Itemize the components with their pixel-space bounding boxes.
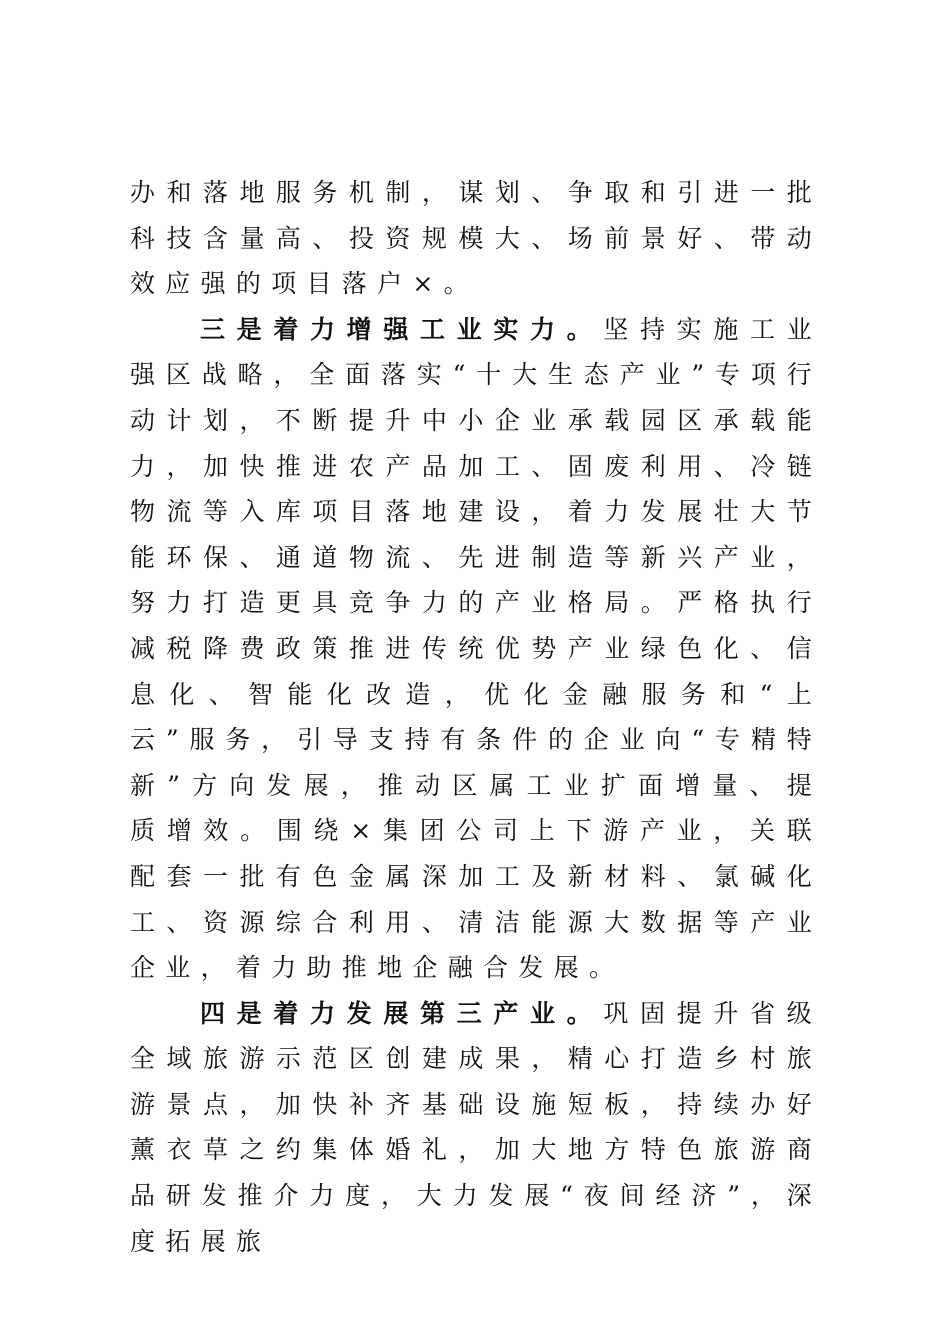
document-body — [130, 170, 822, 1264]
paragraph-continuation — [130, 170, 822, 307]
paragraph-text: 办和落地服务机制，谋划、争取和引进一批科技含量高、投资规模大、场前景好、带动效应强的项目落户×。 — [130, 178, 822, 299]
paragraph-tertiary — [130, 991, 822, 1265]
paragraph-text: 坚持实施工业强区战略，全面落实“十大生态产业”专项行动计划，不断提升中小企业承载园区承载能力，加快推进农产品加工、固废利用、冷链物流等入库项目落地建设，着力发展壮大节能环保、通道物流、先进制造等新兴产业，努力打造更具竞争力的产业格局。严格执行减税降费政策推进传统优势产业绿色化、信息化、智能化改造，优化金融服务和“上云”服务，引导支持有条件的企业向“专精特新”方向发展，推动区属工业扩面增量、提质增效。围绕×集团公司上下游产业，关联配套一批有色金属深加工及新材料、氯碱化工、资源综合利用、清洁能源大数据等产业企业，着力助推地企融合发展。 — [130, 314, 822, 983]
paragraph-lead-heading: 四是着力发展第三产业。 — [200, 998, 604, 1028]
paragraph-text: 巩固提升省级全域旅游示范区创建成果，精心打造乡村旅游景点，加快补齐基础设施短板，持续办好薰衣草之约集体婚礼，加大地方特色旅游商品研发推介力度，大力发展“夜间经济”，深度拓展旅 — [130, 998, 822, 1256]
paragraph-industry — [130, 307, 822, 991]
paragraph-lead-heading: 三是着力增强工业实力。 — [200, 314, 604, 344]
